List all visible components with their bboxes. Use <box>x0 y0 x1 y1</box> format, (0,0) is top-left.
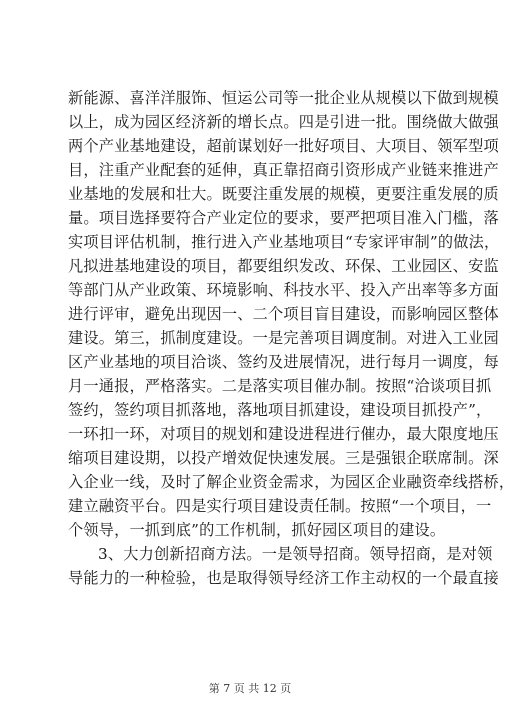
text-line: 入企业一线，及时了解企业资金需求，为园区企业融资牵线搭桥， <box>68 473 514 491</box>
text-line: 目，注重产业配套的延伸，真正靠招商引资形成产业链来推进产 <box>68 161 499 179</box>
text-line: 建设。第三，抓制度建设。一是完善项目调度制。对进入工业园 <box>68 329 499 347</box>
text-line: 月一通报，严格落实。二是落实项目催办制。按照“洽谈项目抓 <box>68 377 492 395</box>
text-line: 业基地的发展和壮大。既要注重发展的规模，更要注重发展的质 <box>68 185 499 203</box>
text-line: 两个产业基地建设，超前谋划好一批好项目、大项目、领军型项 <box>68 137 499 155</box>
page-footer: 第 7 页 共 12 页 <box>208 682 292 695</box>
text-line: 3、大力创新招商方法。一是领导招商。领导招商，是对领 <box>98 545 493 563</box>
text-line: 进行评审，避免出现因一、二个项目盲目建设，而影响园区整体 <box>68 305 499 323</box>
text-line: 一环扣一环，对项目的规划和建设进程进行催办，最大限度地压 <box>68 425 499 443</box>
document-body <box>68 86 514 590</box>
text-line: 以上，成为园区经济新的增长点。四是引进一批。围绕做大做强 <box>68 113 499 131</box>
text-line: 签约，签约项目抓落地，落地项目抓建设，建设项目抓投产”， <box>68 401 492 419</box>
text-line: 量。项目选择要符合产业定位的要求，要严把项目准入门槛，落 <box>68 209 499 227</box>
text-line: 建立融资平台。四是实行项目建设责任制。按照“一个项目，一 <box>68 497 492 515</box>
text-line: 新能源、喜洋洋服饰、恒运公司等一批企业从规模以下做到规模 <box>68 89 499 107</box>
text-line: 实项目评估机制，推行进入产业基地项目“专家评审制”的做法， <box>68 233 500 251</box>
text-line: 缩项目建设期，以投产增效促快速发展。三是强银企联席制。深 <box>68 449 499 467</box>
text-line: 导能力的一种检验，也是取得领导经济工作主动权的一个最直接 <box>68 569 499 587</box>
text-line: 等部门从产业政策、环境影响、科技水平、投入产出率等多方面 <box>68 281 499 299</box>
text-line: 凡拟进基地建设的项目，都要组织发改、环保、工业园区、安监 <box>68 257 499 275</box>
text-line: 区产业基地的项目洽谈、签约及进展情况，进行每月一调度，每 <box>68 353 499 371</box>
text-line: 个领导，一抓到底”的工作机制，抓好园区项目的建设。 <box>68 521 446 539</box>
